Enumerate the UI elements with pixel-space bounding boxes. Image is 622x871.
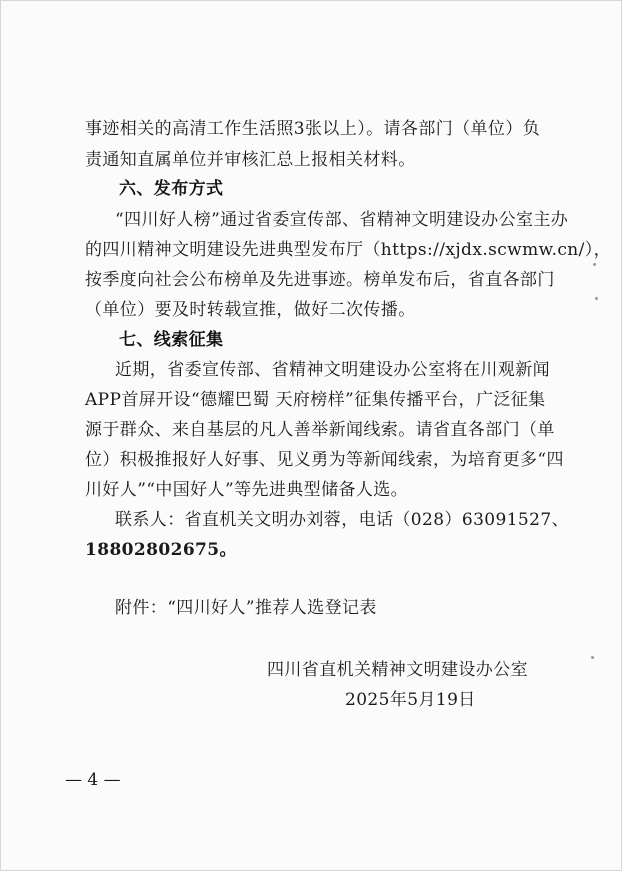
section-heading-6: 六、发布方式 xyxy=(119,179,224,199)
section6-line-3: 按季度向社会公布榜单及先进事迹。榜单发布后，省直各部门 xyxy=(85,270,555,290)
body-line-2: 责通知直属单位并审核汇总上报相关材料。 xyxy=(85,150,416,170)
page-number: — 4 — xyxy=(65,770,121,790)
signature-org: 四川省直机关精神文明建设办公室 xyxy=(267,660,528,680)
section7-line-1: 近期，省委宣传部、省精神文明建设办公室将在川观新闻 xyxy=(115,360,550,380)
contact-line-2: 18802802675。 xyxy=(85,540,237,560)
section7-line-5: 川好人”“中国好人”等先进典型储备人选。 xyxy=(85,480,409,500)
scan-speck xyxy=(591,656,594,659)
section6-line-1: “四川好人榜”通过省委宣传部、省精神文明建设办公室主办 xyxy=(115,210,569,230)
section7-line-3: 源于群众、来自基层的凡人善举新闻线索。请省直各部门（单 xyxy=(85,420,555,440)
section6-line-4: （单位）要及时转载宣推，做好二次传播。 xyxy=(85,300,416,320)
body-line-1: 事迹相关的高清工作生活照3张以上）。请各部门（单位）负 xyxy=(85,119,541,139)
section6-line-2: 的四川精神文明建设先进典型发布厅（https://xjdx.scwmw.cn/）， xyxy=(85,240,612,260)
scan-speck xyxy=(595,297,598,300)
scan-speck xyxy=(593,263,596,266)
contact-line-1: 联系人：省直机关文明办刘蓉，电话（028）63091527、 xyxy=(115,510,569,530)
attachment-line: 附件：“四川好人”推荐人选登记表 xyxy=(115,598,377,618)
section7-line-4: 位）积极推报好人好事、见义勇为等新闻线索，为培育更多“四 xyxy=(85,450,564,470)
section-heading-7: 七、线索征集 xyxy=(119,330,224,350)
signature-date: 2025年5月19日 xyxy=(345,690,476,710)
section7-line-2: APP首屏开设“德耀巴蜀 天府榜样”征集传播平台，广泛征集 xyxy=(85,390,546,410)
